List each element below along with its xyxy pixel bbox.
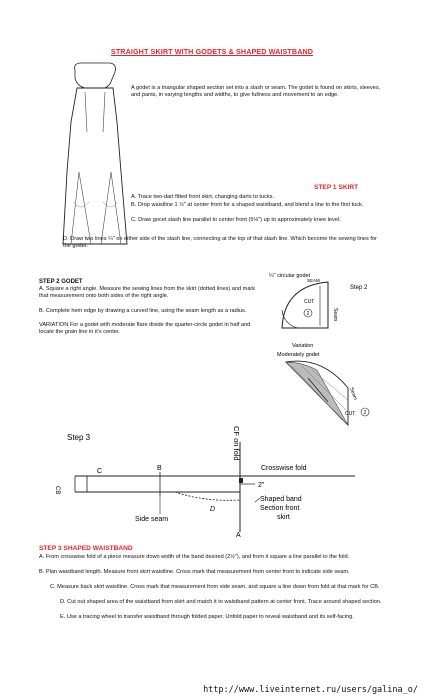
- point-c-label: C: [97, 468, 103, 475]
- point-b-label: B: [157, 465, 162, 472]
- godet-seam2-label: Seam: [348, 386, 359, 401]
- cf-on-fold-label: CF on fold: [232, 426, 241, 461]
- shaped-band-label: Shaped band: [260, 496, 302, 503]
- godet-seam-side-label: Seam: [332, 308, 338, 322]
- point-a-label: A: [236, 532, 241, 539]
- godet-cut2-label: CUT: [345, 411, 356, 417]
- godet-seam-top-label: SEAM: [307, 278, 320, 283]
- crosswise-fold-label: Crosswise fold: [261, 465, 307, 472]
- cb-label: CB: [54, 486, 60, 495]
- intro-text: A godet is a triangular shaped section set into a slash or seam. The godet is found on skirts, sleeves, and pants, in varying lengths and widths, to give fullness and movement to an edge.: [131, 85, 381, 99]
- godet-diagram: [262, 270, 392, 440]
- step1-heading: STEP 1 SKIRT: [314, 184, 359, 191]
- step1-b: B. Drop waistline 1 ½" at center front for a shaped waistband, and blend a line to the first tuck.: [131, 202, 364, 208]
- step3-e: E. Use a tracing wheel to transfer waistband through folded paper. Unfold paper to reveal waistband and its self-facing.: [60, 614, 354, 620]
- godet-variation-label: Variation: [292, 343, 314, 349]
- waistband-diagram: [55, 420, 355, 540]
- godet-cut-label: CUT: [304, 299, 315, 305]
- page-title: STRAIGHT SKIRT WITH GODETS & SHAPED WAISTBAND: [110, 47, 314, 56]
- step3-a: A. From crosswise fold of a piece measure down width of the band desired (2½"), and from it square a line parallel to the fold.: [39, 554, 350, 560]
- skirt-illustration: [55, 62, 135, 247]
- footer-url[interactable]: http://www.liveinternet.ru/users/galina_o/: [203, 685, 418, 695]
- skirt-label: skirt: [277, 514, 290, 521]
- godet-num2-label: 2: [363, 410, 367, 416]
- step2-b: B. Complete hem edge by drawing a curved line, using the seam length as a radius.: [39, 308, 247, 314]
- point-d-label: D: [210, 506, 216, 513]
- step2-variation: VARIATION For a godet with moderate flare divide the quarter-circle godet in half and locate the grain line in it's center.: [39, 322, 251, 336]
- step3-d: D. Cut out shaped area of the waistband from skirt and match it to waistband pattern at center front. Trace around shaped section.: [60, 599, 382, 605]
- godet-moderate-label: Moderately godet: [277, 352, 320, 358]
- godet-step-label: Step 2: [350, 285, 368, 291]
- godet-circular-label: ¼" circular godet: [269, 273, 311, 279]
- two-inch-label: 2": [258, 482, 265, 489]
- step3-b: B. Plan waistband length. Measure front skirt waistline. Cross mark that measurement from center front to indicate side seam.: [39, 569, 350, 575]
- step2-a: A. Square a right angle. Measure the sewing lines from the skirt (dotted lines) and mark that measurement onto both sides of the right angle.: [39, 286, 256, 300]
- step1-a: A. Trace two-dart fitted front skirt, changing darts to tucks.: [131, 194, 275, 200]
- godet-num-label: 2: [306, 311, 310, 317]
- side-seam-label: Side seam: [135, 516, 169, 523]
- section-front-label: Section front: [260, 505, 300, 512]
- diagram-step3-label: Step 3: [67, 433, 91, 442]
- step1-c: C. Draw gocet slash line parallel to center front (5⅛") up to approximately knee level.: [131, 217, 341, 223]
- step1-d: D. Draw two lines ¼" on either side of the slash line, connecting at the top of that slash line. Which become the sewing lines for the godet.: [63, 236, 377, 250]
- step3-heading: STEP 3 SHAPED WAISTBAND: [39, 545, 133, 552]
- step2-heading: STEP 2 GODET: [39, 279, 83, 285]
- step3-c: C. Measure back skirt waistline. Cross mark that measurement from side seam, and square a line down from fold at that mark for CB.: [50, 584, 380, 590]
